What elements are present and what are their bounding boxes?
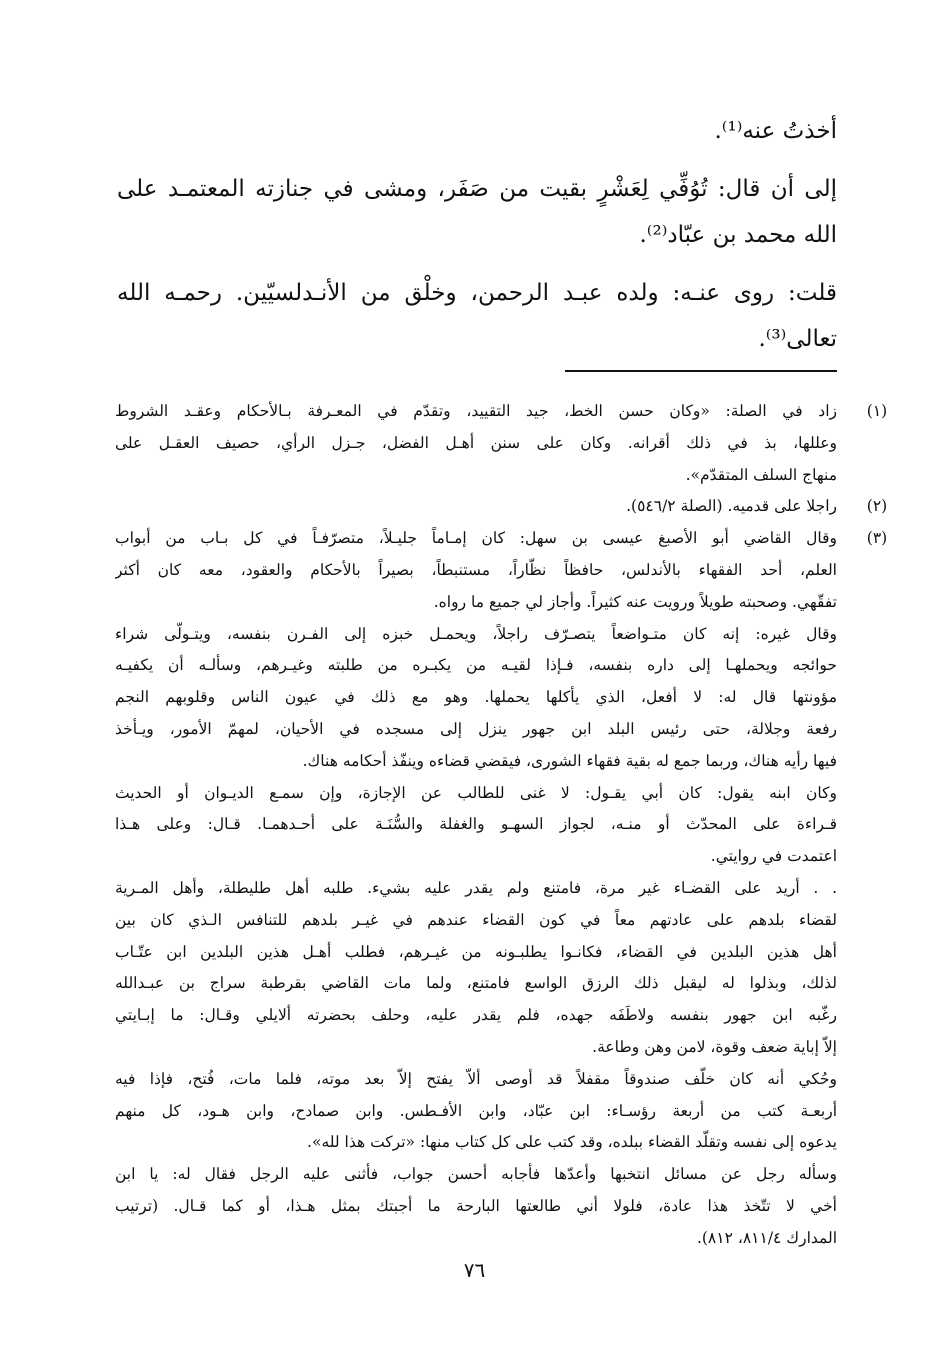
main-paragraph: إلى أن قال: تُوُفِّي لِعَشْرٍ بقيت من صَفَر، ومشى في جنازته المعتمـد على الله محمد بن عبّاد⁽²⁾. <box>117 176 837 248</box>
footnote-line: مؤونتها قال له: لا أفعل، الذي يأكلها يحملها. وهو مع ذلك في عيون الناس وقلوبهم النجم <box>115 688 837 707</box>
footnote-number: (١) <box>866 402 888 420</box>
footnote-line: رغّبه ابن جهور بنفسه ولاطَفَه جهده، فلم يقدر عليه، وحلف بحضرته ألايلي وقـال: ما إبـايتي <box>115 1006 837 1025</box>
footnote-line: فيها رأيه هناك، وربما جمع له بقية فقهاء الشورى، فيقضي قضاءه وينفّذ أحكامه هناك. <box>302 751 837 770</box>
page-number: ٧٦ <box>463 1258 486 1282</box>
footnote-line: منهاج السلف المتقدّم». <box>685 465 837 484</box>
footnote-line: لقضاء بلدهم على عادتهم معاً في كون القضاء عندهم في غيـر بلدهم للتنافس الـذي كان بين <box>115 910 837 929</box>
footnote-line: رفعة وجلالة، حتى رئيس البلد ابن جهور ينزل إلى مسجده في الأحيان، لمهمّ الأمور، ويـأخذ <box>115 719 837 738</box>
footnote-line: وسأله رجل عن مسائل انتخبها وأعدّها فأجابه أحسن جواب، فأثنى عليه الرجل فقال له: يا ابن <box>115 1165 837 1184</box>
footnote-line: لذلك، وبذلوا له ليقبل ذلك الرزق الواسع فامتنع، ولما مات القاضي بقرطبة سراج بن عبـدالله <box>115 974 837 993</box>
footnote-line: أربعـة كتب من أربعة رؤسـاء: ابن عبّاد، وابن الأفـطس. وابن صمادح، وابن هـود، كل منهم <box>115 1101 837 1120</box>
footnote-line: اعتمدت في روايتي. <box>710 847 837 866</box>
footnote-line: وكان ابنه يقول: كان أبي يقـول: لا غنى للطالب عن الإجازة، وإن سمـع الديـوان أو الحديث <box>115 783 837 802</box>
footnote-line: أخي لا تتّخذ هذا عادة، فلولا أني طالعتها البارحة ما أجبتك بمثل هـذا، أو كما قـال. (ترتيب <box>115 1196 837 1215</box>
footnote-3 <box>115 523 888 1254</box>
footnotes <box>115 396 888 1255</box>
footnote-line: تفقّهي. وصحبته طويلاً ورويت عنه كثيراً. وأجاز لي جميع ما رواه. <box>433 592 837 611</box>
footnote-2 <box>115 491 888 523</box>
footnote-line: وقال غيره: إنه كان متـواضعاً يتصـرّف راجلاً، ويحمـل خبزه إلى الفـرن بنفسه، ويتـولّى شراء <box>115 624 837 643</box>
footnote-line: يدعوه إلى نفسه وتقلّد القضاء ببلده، وقد كتب على كل كتاب منها: «تركت هذا لله». <box>307 1133 837 1152</box>
main-text <box>117 108 837 374</box>
footnote-number: (٣) <box>866 529 888 548</box>
footnote-line: وعللها، بذ في ذلك أقرانه. وكان على سنن أهـل الفضل، جـزل الرأي، حصيف العقـل على <box>115 433 837 452</box>
main-paragraph: أخذتُ عنه⁽¹⁾. <box>714 118 837 144</box>
footnote-line: راجلا على قدميه. (الصلة ٥٤٦/٢). <box>626 497 837 516</box>
main-paragraph: قلت: روى عنـه: ولده عبـد الرحمن، وخلْق من الأنـدلسيّين. رحمـه الله تعالى⁽³⁾. <box>117 280 837 352</box>
footnote-line: العلم، أحد الفقهاء بالأندلس، حافظاً نظّاراً، مستنبطاً، بصيراً بالأحكام والعقود، معه كان أكثر <box>115 560 837 579</box>
footnote-number: (٢) <box>866 497 888 516</box>
footnote-line: زاد في الصلة: «وكان حسن الخط، جيد التقييد، وتقدّم في المعـرفة بـالأحكام وعقـد الشروط <box>115 402 837 420</box>
footnote-line: . . أريد على القضـاء غير مرة، فامتنع ولم يقدر عليه بشيء. طلبه أهل طليطلة، وأهل المـرية <box>115 878 837 897</box>
footnote-line: وقال القاضي أبو الأصبغ عيسى بن سهل: كان إمـاماً جليـلاً، متصرّفـاً في كل بـاب من أبواب <box>115 529 837 548</box>
footnote-line: إلاّ إباية ضعف وقوة، لامن وهن وطاعة. <box>592 1037 837 1056</box>
footnote-line: أهل هذين البلدين في القضاء، فكانـوا يطلبـونه من غيـرهم، فطلب أهـل هذين البلدين ابن عتّـاب <box>115 942 837 961</box>
footnote-line: حوائجه ويحملهـا إلى داره بنفسه، فـإذا لقيـه من يكبـره من طلبته وغيـرهم، وسألـه أن يكفيـه <box>115 656 837 675</box>
footnote-line: المدارك ٨١١/٤، ٨١٢). <box>696 1228 837 1247</box>
footnote-1 <box>115 396 888 491</box>
footnote-line: وحُكي أنه كان خلّف صندوقاً مقفلاً قد أوصى ألاّ يفتح إلاّ بعد موته، فلما مات، فُتح، فإذا فيه <box>115 1069 837 1088</box>
footnote-line: قـراءة على المحدّث أو منـه، لجواز السهـو والغفلة والسُّنَـة على أحـدهمـا. قـال: وعلى هـذا <box>115 815 837 834</box>
footnote-separator <box>565 370 837 372</box>
